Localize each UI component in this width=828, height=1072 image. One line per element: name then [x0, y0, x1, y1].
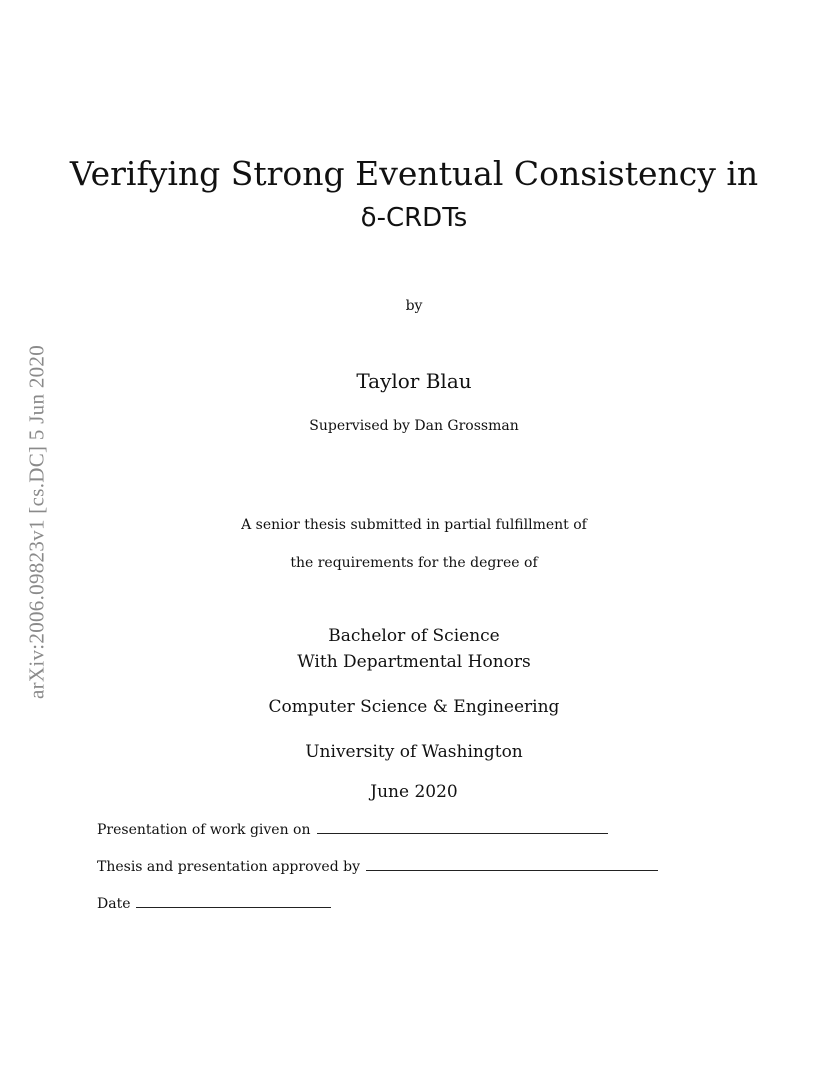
university: University of Washington — [305, 742, 523, 762]
presentation-field — [97, 822, 608, 838]
by-label: by — [405, 298, 423, 314]
thesis-date: June 2020 — [370, 782, 458, 802]
supervisor-line: Supervised by Dan Grossman — [309, 418, 519, 434]
arxiv-stamp: arXiv:2006.09823v1 [cs.DC] 5 Jun 2020 — [24, 344, 49, 700]
approval-field — [97, 859, 658, 875]
date-field-label: Date — [97, 896, 131, 912]
approval-field-line — [366, 869, 658, 871]
date-field-line — [136, 906, 331, 908]
date-field — [97, 896, 331, 912]
presentation-field-label: Presentation of work given on — [97, 822, 311, 838]
thesis-title: Verifying Strong Eventual Consistency in — [69, 154, 759, 193]
degree-honors: With Departmental Honors — [297, 652, 531, 672]
thesis-statement-line-2: the requirements for the degree of — [290, 555, 538, 571]
author-name: Taylor Blau — [356, 369, 472, 393]
thesis-subtitle: δ-CRDTs — [360, 203, 468, 233]
department: Computer Science & Engineering — [268, 697, 560, 717]
approval-field-label: Thesis and presentation approved by — [97, 859, 360, 875]
presentation-field-line — [317, 832, 608, 834]
thesis-statement-line-1: A senior thesis submitted in partial fulfillment of — [241, 517, 587, 533]
degree-name: Bachelor of Science — [328, 626, 500, 646]
